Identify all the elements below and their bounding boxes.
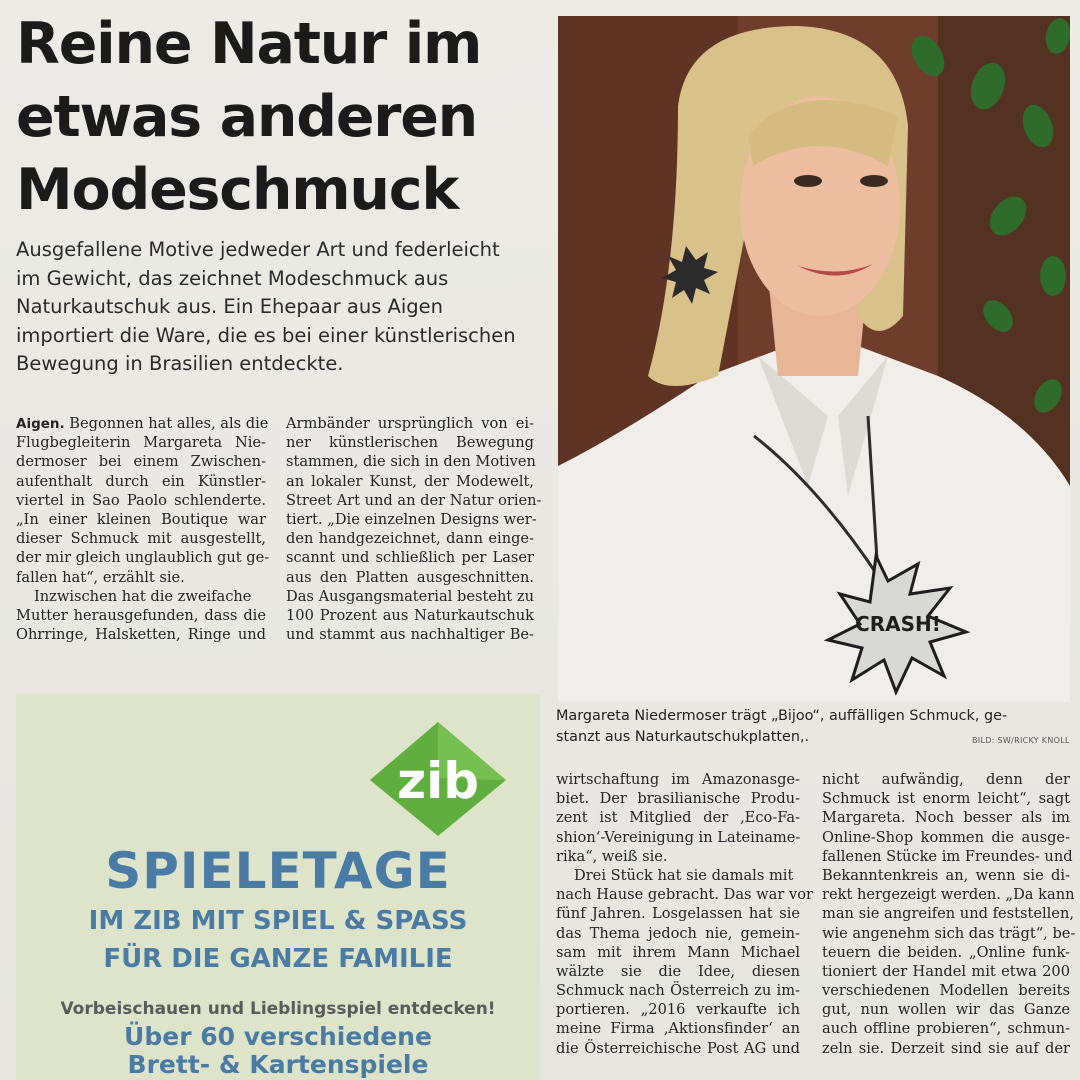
- column-line: Das Ausgangsmaterial besteht zu: [286, 587, 534, 605]
- column-line: gut, nun wollen wir das Ganze: [822, 1001, 1070, 1019]
- portrait-illustration: [558, 16, 1070, 702]
- column-text: Begonnen hat alles, als die: [64, 415, 269, 432]
- column-line: nach Hause gebracht. Das war vor: [556, 886, 813, 904]
- column-line: scannt und schließlich per Laser: [286, 549, 534, 567]
- article-column-4: [822, 770, 1076, 1058]
- column-line: teuern die beiden. „Online funk-: [822, 943, 1070, 961]
- column-line: und stammt aus nachhaltiger Be-: [286, 626, 534, 644]
- lead-line: importiert die Ware, die es bei einer künstlerischen: [16, 323, 516, 347]
- column-line: an lokaler Kunst, der Modewelt,: [286, 472, 534, 490]
- pendant-text: CRASH!: [855, 612, 941, 636]
- article-headline: [16, 8, 546, 227]
- column-line: viertel in Sao Paolo schlenderte.: [16, 491, 266, 509]
- column-line: Bekanntenkreis an, wenn sie di-: [822, 866, 1070, 884]
- headline-line: etwas anderen: [16, 84, 478, 150]
- ad-title: SPIELETAGE: [105, 842, 451, 900]
- column-line: ner künstlerischen Bewegung: [286, 434, 534, 452]
- advertisement: [16, 694, 540, 1080]
- column-line: das Thema jedoch nie, gemein-: [556, 924, 800, 942]
- column-line: aus den Platten ausgeschnitten.: [286, 568, 534, 586]
- caption-line: Margareta Niedermoser trägt „Bijoo“, auffälligen Schmuck, ge-: [556, 708, 1008, 724]
- column-line: 100 Prozent aus Naturkautschuk: [286, 606, 534, 624]
- column-line: Armbänder ursprünglich von ei-: [286, 415, 534, 432]
- column-line: dieser Schmuck mit ausgestellt,: [16, 530, 266, 548]
- column-line: Inzwischen hat die zweifache: [34, 587, 252, 605]
- column-line: die Österreichische Post AG und: [556, 1039, 800, 1057]
- column-line: Schmuck nach Österreich zu im-: [556, 982, 800, 1000]
- column-line: Street Art und an der Natur orien-: [286, 491, 542, 509]
- lead-line: Bewegung in Brasilien entdeckte.: [16, 352, 344, 375]
- portrait-photo: [558, 16, 1070, 702]
- photo-credit: BILD: SW/RICKY KNOLL: [972, 736, 1070, 745]
- ad-subtitle-1: IM ZIB MIT SPIEL & SPASS: [88, 906, 468, 936]
- dateline: Aigen.: [16, 416, 65, 432]
- column-line: Online-Shop kommen die ausge-: [822, 828, 1070, 846]
- column-line: aufenthalt durch ein Künstler-: [16, 472, 266, 490]
- column-line: rika“, weiß sie.: [556, 847, 668, 865]
- ad-tagline: Vorbeischauen und Lieblingsspiel entdecken!: [60, 999, 496, 1019]
- zib-logo-icon: [358, 718, 518, 838]
- column-line: fallenen Stücke im Freundes- und: [822, 847, 1073, 865]
- column-line: fallen hat“, erzählt sie.: [16, 568, 185, 586]
- column-line: fünf Jahren. Losgelassen hat sie: [556, 905, 800, 923]
- column-line: rekt hergezeigt werden. „Da kann: [822, 886, 1075, 904]
- article-column-3: [556, 770, 813, 1058]
- caption-line: stanzt aus Naturkautschukplatten,.: [556, 729, 810, 745]
- column-line: wälzte sie die Idee, diesen: [556, 962, 800, 980]
- column-line: meine Firma ‚Aktionsfinder‘ an: [556, 1020, 800, 1038]
- column-line: verschiedenen Modellen bereits: [822, 982, 1070, 1000]
- article-lead: [16, 236, 546, 379]
- column-line: Schmuck ist enorm leicht“, sagt: [822, 790, 1070, 808]
- column-line: „In einer kleinen Boutique war: [16, 510, 266, 528]
- ad-subtitle-2: FÜR DIE GANZE FAMILIE: [103, 944, 453, 974]
- headline-line: Modeschmuck: [16, 157, 459, 223]
- column-line: Drei Stück hat sie damals mit: [574, 866, 794, 884]
- column-line: man sie angreifen und feststellen,: [822, 905, 1074, 923]
- column-line: zent ist Mitglied der ‚Eco-Fa-: [556, 809, 800, 827]
- ad-offer-2: Brett- & Kartenspiele: [127, 1050, 429, 1079]
- lead-line: Ausgefallene Motive jedweder Art und federleicht: [16, 238, 500, 261]
- column-line: shion‘-Vereinigung in Lateiname-: [556, 828, 801, 846]
- column-line: Margareta. Noch besser als im: [822, 809, 1070, 827]
- lead-line: im Gewicht, das zeichnet Modeschmuck aus: [16, 266, 449, 290]
- column-line: portieren. „2016 verkaufte ich: [556, 1001, 800, 1019]
- column-line: Ohrringe, Halsketten, Ringe und: [16, 626, 266, 644]
- column-line: tioniert der Handel mit etwa 200: [822, 962, 1070, 980]
- column-line: wie angenehm sich das trägt“, be-: [822, 924, 1076, 942]
- article-column-1: [16, 414, 270, 644]
- column-line: auch offline probieren“, schmun-: [822, 1020, 1070, 1038]
- column-line: sam mit ihrem Mann Michael: [556, 943, 800, 961]
- zib-logo-text: zib: [396, 752, 480, 810]
- headline-line: Reine Natur im: [16, 11, 482, 77]
- column-line: zeln sie. Derzeit sind sie auf der: [822, 1039, 1070, 1057]
- column-line: der mir gleich unglaublich gut ge-: [16, 549, 270, 567]
- ad-offer-1: Über 60 verschiedene: [124, 1022, 432, 1051]
- lead-line: Naturkautschuk aus. Ein Ehepaar aus Aigen: [16, 295, 444, 318]
- column-line: tiert. „Die einzelnen Designs wer-: [286, 510, 537, 528]
- column-line: Flugbegleiterin Margareta Nie-: [16, 434, 266, 452]
- column-line: Mutter herausgefunden, dass die: [16, 606, 266, 624]
- column-line: dermoser bei einem Zwischen-: [16, 453, 266, 471]
- article-column-2: [286, 414, 542, 644]
- column-line: den handgezeichnet, dann einge-: [286, 530, 534, 548]
- column-line: stammen, die sich in den Motiven: [286, 453, 536, 471]
- column-line: biet. Der brasilianische Produ-: [556, 790, 800, 808]
- column-line: nicht aufwändig, denn der: [822, 771, 1070, 788]
- column-line: wirtschaftung im Amazonasge-: [556, 771, 800, 788]
- column-line: [16, 414, 269, 433]
